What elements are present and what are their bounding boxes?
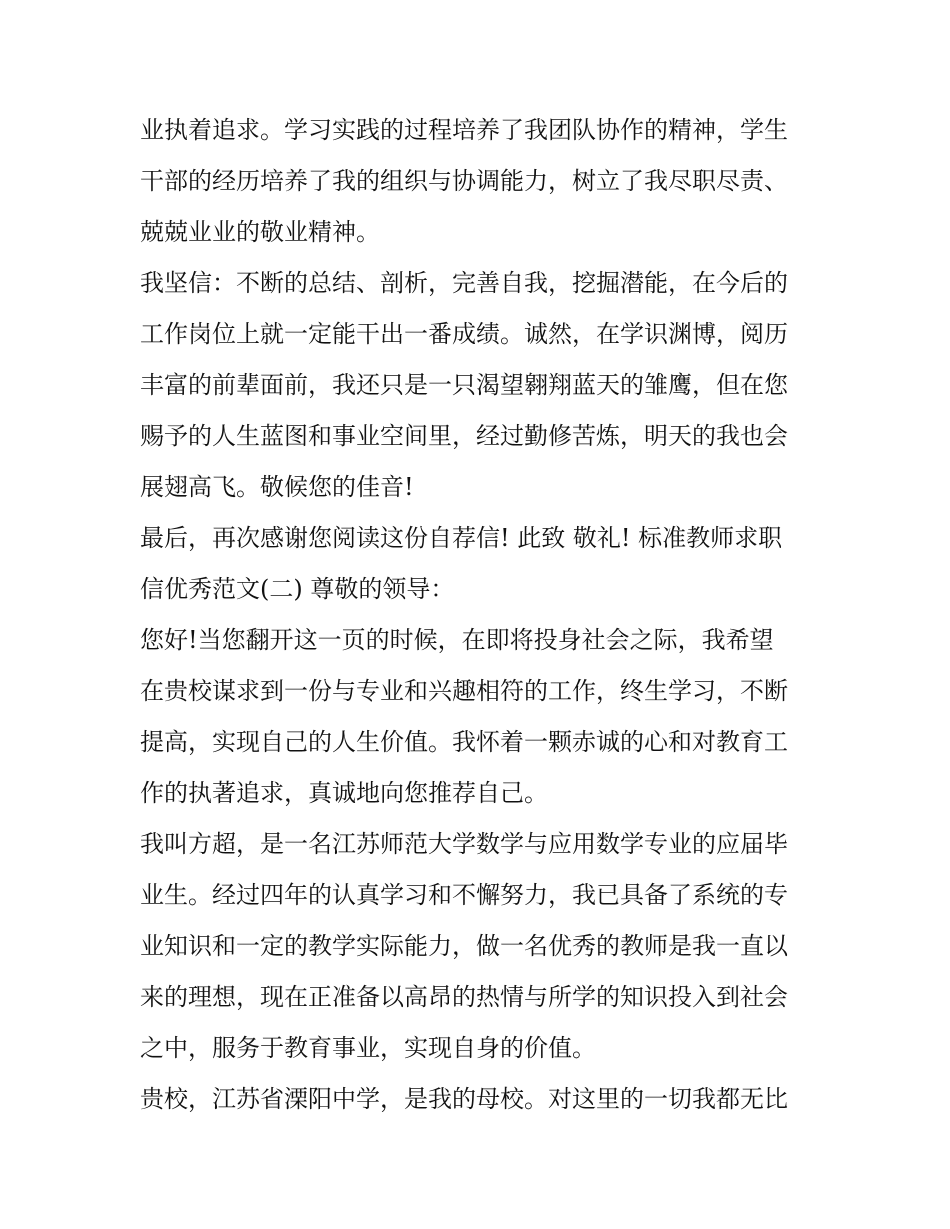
text-line-15: 我叫方超，是一名江苏师范大学数学与应用数学专业的应届毕 — [140, 830, 788, 858]
text-line-4: 我坚信：不断的总结、剖析，完善自我，挖掘潜能，在今后的 — [140, 269, 788, 297]
text-line-2: 干部的经历培养了我的组织与协调能力，树立了我尽职尽责、 — [140, 167, 788, 195]
text-line-18: 来的理想，现在正准备以高昂的热情与所学的知识投入到社会 — [140, 983, 788, 1011]
text-line-6: 丰富的前辈面前，我还只是一只渴望翱翔蓝天的雏鹰，但在您 — [140, 371, 788, 399]
text-line-5: 工作岗位上就一定能干出一番成绩。诚然，在学识渊博，阅历 — [140, 320, 788, 348]
text-line-3: 兢兢业业的敬业精神。 — [140, 218, 380, 246]
text-line-8: 展翅高飞。敬候您的佳音! — [140, 473, 414, 501]
text-line-12: 在贵校谋求到一份与专业和兴趣相符的工作，终生学习，不断 — [140, 677, 788, 705]
text-line-7: 赐予的人生蓝图和事业空间里，经过勤修苦炼，明天的我也会 — [140, 422, 788, 450]
text-line-13: 提高，实现自己的人生价值。我怀着一颗赤诚的心和对教育工 — [140, 728, 788, 756]
text-line-20: 贵校，江苏省溧阳中学，是我的母校。对这里的一切我都无比 — [140, 1085, 788, 1113]
text-line-1: 业执着追求。学习实践的过程培养了我团队协作的精神，学生 — [140, 116, 788, 144]
text-line-17: 业知识和一定的教学实际能力，做一名优秀的教师是我一直以 — [140, 932, 788, 960]
text-line-10: 信优秀范文(二) 尊敬的领导： — [140, 575, 455, 603]
text-line-11: 您好!当您翻开这一页的时候，在即将投身社会之际，我希望 — [140, 626, 774, 654]
text-line-14: 作的执著追求，真诚地向您推荐自己。 — [140, 779, 548, 807]
text-line-19: 之中，服务于教育事业，实现自身的价值。 — [140, 1034, 596, 1062]
text-line-16: 业生。经过四年的认真学习和不懈努力，我已具备了系统的专 — [140, 881, 788, 909]
text-line-9: 最后，再次感谢您阅读这份自荐信! 此致 敬礼! 标准教师求职 — [140, 524, 783, 552]
